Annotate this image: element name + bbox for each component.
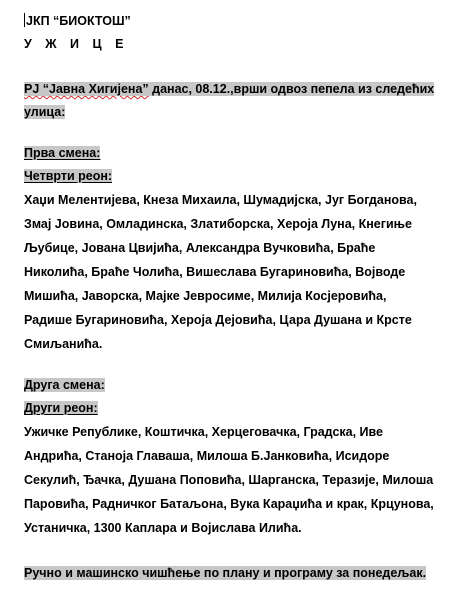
street-line: Радише Бугариновића, Хероја Дејовића, Цара Душана и Крсте bbox=[24, 313, 412, 327]
street-line: Николића, Браће Чолића, Вишеслава Бугариновића, Војводе bbox=[24, 265, 406, 279]
notice-prefix: РЈ “Јавна Хигијена” bbox=[24, 82, 149, 96]
shift2-title: Друга смена: bbox=[24, 378, 105, 392]
text-cursor bbox=[24, 13, 25, 27]
notice-line-2: улица: bbox=[24, 105, 66, 119]
street-line: Секулић, Ђачка, Душана Поповића, Шарганска, Теразије, Милоша bbox=[24, 473, 434, 487]
street-line: Смиљанића. bbox=[24, 337, 103, 351]
notice-rest: данас, 08.12.,врши одвоз пепела из следећих bbox=[148, 82, 435, 96]
org-header bbox=[24, 10, 444, 33]
document-page bbox=[24, 10, 444, 585]
street-line: Андрића, Станоја Главаша, Милоша Б.Јанковића, Исидоре bbox=[24, 449, 390, 463]
shift1-streets bbox=[24, 188, 444, 356]
street-line: Хаџи Мелентијева, Кнеза Михаила, Шумадијска, Југ Богданова, bbox=[24, 193, 417, 207]
shift2-region: Други реон: bbox=[24, 401, 98, 415]
shift1-region: Четврти реон: bbox=[24, 169, 113, 183]
street-line: Паровића, Радничког Батаљона, Вука Караџића и крак, Крцунова, bbox=[24, 497, 434, 511]
shift1-title: Прва смена: bbox=[24, 146, 101, 160]
org-name: ЈКП “БИОКТОШ” bbox=[26, 14, 131, 28]
street-line: Устаничка, 1300 Каплара и Војислава Илића. bbox=[24, 521, 302, 535]
city-header: У Ж И Ц Е bbox=[24, 37, 129, 51]
shift2-streets bbox=[24, 420, 444, 540]
street-line: Ужичке Републике, Коштичка, Херцеговачка, Градска, Иве bbox=[24, 425, 384, 439]
street-line: Змај Јовина, Омладинска, Златиборска, Хероја Луна, Кнегиње bbox=[24, 217, 412, 231]
street-line: Мишића, Јаворска, Мајке Јевросиме, Милија Косјеровића, bbox=[24, 289, 387, 303]
footer-note: Ручно и машинско чишћење по плану и програму за понедељак. bbox=[24, 566, 427, 580]
notice-line-1 bbox=[24, 78, 444, 101]
street-line: Љубице, Јована Цвијића, Александра Вучковића, Браће bbox=[24, 241, 376, 255]
